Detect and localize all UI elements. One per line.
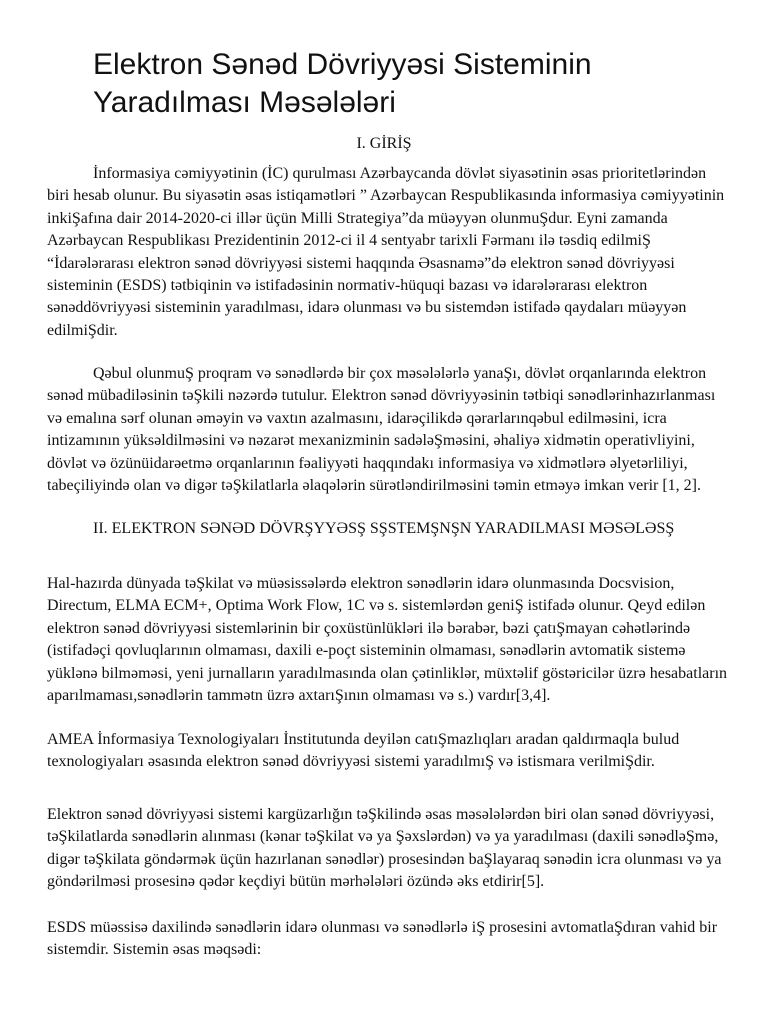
paragraph-3: Hal-hazırda dünyada təŞkilat və müəsissələrdə elektron sənədlərin idarə olunmasında Docsvision, Directum, ELMA ECM+, Optima Work Flow, 1C və s. sistemlərdən geniŞ istifadə olunur. Qeyd edilən elektron sənəd dövriyyəsi sistemlərinin bir çoxüstünlükləri ilə bərabər, bəzi çatıŞmayan cəhətlərində (istifadəçi qovluqlarının olmaması, daxili e-poçt sisteminin olmaması, sənədlərin avtomatik sistemə yüklənə bilməməsi, yeni jurnalların yaradılmasında olan çətinliklər, müxtəlif göstəricilər üzrə hesabatların aparılmaması,sənədlərin tammətn üzrə axtarıŞının olmaması və s.) vardır[3,4].	[47, 575, 728, 705]
paragraph-1: İnformasiya cəmiyyətinin (İC) qurulması Azərbaycanda dövlət siyasətinin əsas prioritetlərindən biri hesab olunur. Bu siyasətin əsas istiqamətləri ” Azərbaycan Respublikasında informasiya cəmiyyətinin inkiŞafına dair 2014-2020-ci illər üçün Milli Strategiya”da müəyyən olunmuŞdur. Eyni zamanda Azərbaycan Respublikası Prezidentinin 2012-ci il 4 sentyabr tarixli Fərmanı ilə təsdiq edilmiŞ “İdarələrarası elektron sənəd dövriyyəsi sistemi haqqında Əsasnamə”də elektron sənəd dövriyyəsi sisteminin (ESDS) tətbiqinin və istifadəsinin normativ-hüquqi bazası və idarələrarası elektron sənəddövriyyəsi sisteminin yaradılması, idarə olunması və bu sistemdən istifadə qaydaları müəyyən edilmiŞdir.	[47, 165, 725, 339]
section-heading-2: II. ELEKTRON SƏNƏD DÖVRŞYYƏSŞ SŞSTEMŞNŞN YARADILMASI MƏSƏLƏSŞ	[93, 520, 675, 537]
paragraph-5: Elektron sənəd dövriyyəsi sistemi kargüzarlığın təŞkilində əsas məsələlərdən biri olan sənəd dövriyyəsi, təŞkilatlarda sənədlərin alınması (kənar təŞkilat və ya Şəxslərdən) və ya yaradılması (daxili sənədləŞmə, digər təŞkilata göndərmək üçün hazırlanan sənədlər) prosesindən baŞlayaraq sənədin icra olunması və ya göndərilməsi prosesinə qədər keçdiyi bütün mərhələləri özündə əks etdirir[5].	[47, 806, 722, 891]
paragraph-4: AMEA İnformasiya Texnologiyaları İnstitutunda deyilən catıŞmazlıqları aradan qaldırmaqla bulud texnologiyaları əsasında elektron sənəd dövriyyəsi sistemi yaradılmıŞ və istismara verilmiŞdir.	[47, 731, 680, 771]
paragraph-6: ESDS müəssisə daxilində sənədlərin idarə olunması və sənədlərlə iŞ prosesini avtomatlaŞdıran vahid bir sistemdir. Sistemin əsas məqsədi:	[47, 919, 718, 959]
document-title: Elektron Sənəd Dövriyyəsi Sisteminin Yaradılması Məsələləri	[93, 48, 592, 119]
paragraph-2: Qəbul olunmuŞ proqram və sənədlərdə bir çox məsələlərlə yanaŞı, dövlət orqanlarında elektron sənəd mübadiləsinin təŞkili nəzərdə tutulur. Elektron sənəd dövriyyəsinin tətbiqi sənədlərinhazırlanması və emalına sərf olunan əməyin və vaxtın azalmasını, idarəçilikdə qərarlarınqəbul edilməsini, icra intizamının yüksəldilməsini və nəzarət mexanizminin sadələŞməsini, əhaliyə xidmətin operativliyini, dövlət və özünüidarəetmə orqanlarının fəaliyyəti haqqındakı informasiya və xidmətlərə əlyetərliliyi, tabeçiliyində olan və digər təŞkilatlarla əlaqələrin sürətləndirilməsini təmin etməyə imkan verir [1, 2].	[47, 365, 716, 495]
section-heading-introduction: I. GİRİŞ	[356, 135, 412, 152]
